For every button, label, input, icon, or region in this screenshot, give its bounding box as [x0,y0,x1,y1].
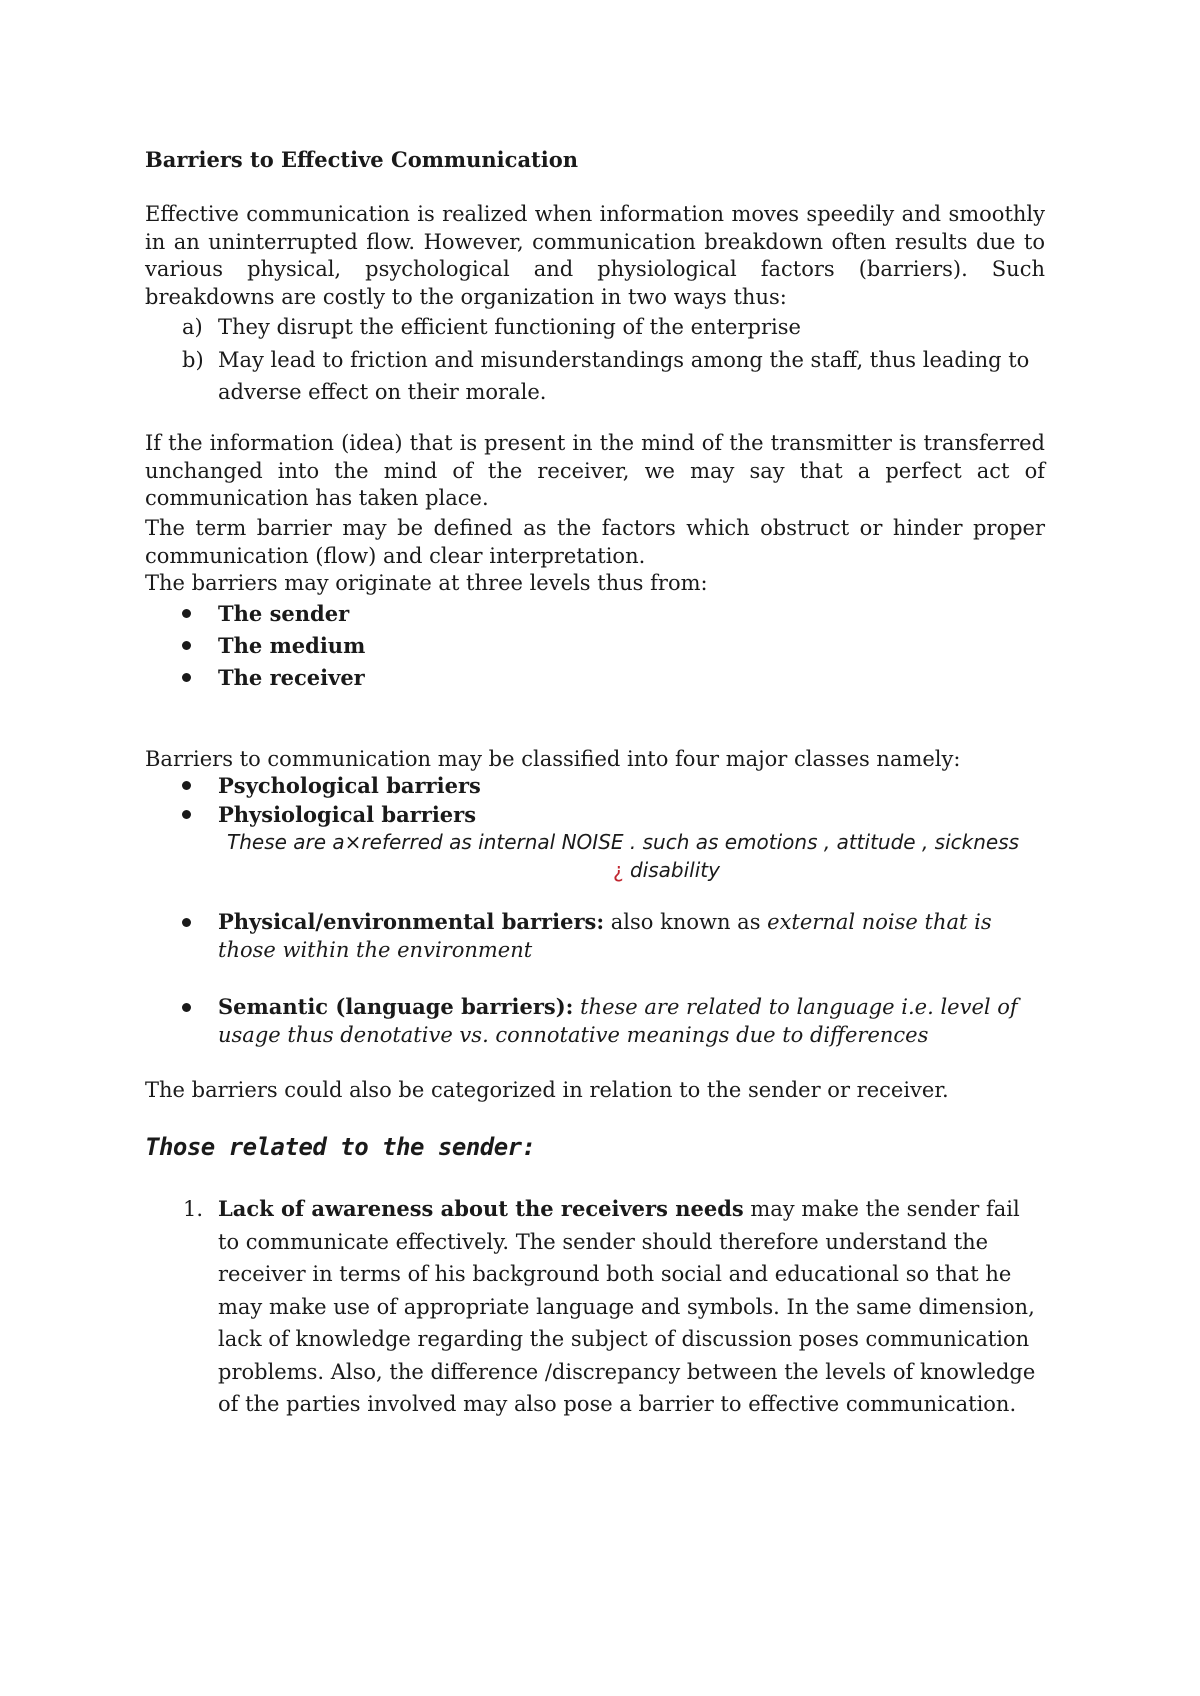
cost-item-a-marker: a) [182,315,203,339]
class-label: Physical/environmental barriers: [218,909,605,934]
sender-item-1-text [218,1193,1045,1421]
internal-noise-note-line2 [613,856,720,884]
bullet-icon [182,1003,191,1012]
cost-item-b-text: May lead to friction and misunderstandings among the staff, thus leading to adverse effect on their morale. [218,348,1030,404]
barrier-definition-paragraph: The term barrier may be defined as the factors which obstruct or hinder proper communication (flow) and clear interpretation. [145,516,1045,568]
sender-item-1-marker: 1. [183,1197,204,1221]
document-title: Barriers to Effective Communication [145,147,579,172]
level-label: The medium [218,633,366,658]
bullet-icon [182,673,191,682]
level-label: The sender [218,601,350,626]
class-physical-italic: external noise that is those within the environment [218,910,992,962]
cost-item-a-text: They disrupt the efficient functioning of the enterprise [218,315,801,339]
levels-intro: The barriers may originate at three levels thus from: [145,571,708,595]
sender-item-1-bold: Lack of awareness about the receivers needs [218,1196,744,1221]
class-physical-text [218,908,1045,964]
internal-noise-note-tail: disability [623,858,720,882]
class-label: Psychological barriers [218,773,481,798]
sender-item-1-body: may make the sender fail to communicate effectively. The sender should therefore understand the receiver in terms of his background both social and educational so that he may make use of appropriate language and symbols. In the same dimension, lack of knowledge regarding the subject of discussion poses communication problems. Also, the difference /discrepancy between the levels of knowledge of the parties involved may also pose a barrier to effective communication. [218,1197,1036,1416]
class-label: Semantic (language barriers): [218,994,574,1019]
bullet-icon [182,918,191,927]
intro-paragraph: Effective communication is realized when information moves speedily and smoothly in an uninterrupted flow. However, communication breakdown often results due to various physical, psychological and physiological factors (barriers). Such breakdowns are costly to the organization in two ways thus: [145,202,1045,309]
bullet-icon [182,810,191,819]
glyph-mark: ¿ [613,858,624,882]
class-semantic-text [218,993,1045,1049]
perfect-act-paragraph: If the information (idea) that is present in the mind of the transmitter is transferred unchanged into the mind of the receiver, we may say that a perfect act of communication has taken place. [145,431,1045,510]
internal-noise-note-line1: These are a×referred as internal NOISE . such as emotions , attitude , sickness [227,830,1020,854]
cost-item-b-marker: b) [182,348,204,372]
classes-intro: Barriers to communication may be classified into four major classes namely: [145,747,961,771]
class-semantic-italic: these are related to language i.e. level of usage thus denotative vs. connotative meanings due to differences [218,995,1018,1047]
class-physical-plain: also known as [604,910,768,934]
bullet-icon [182,781,191,790]
level-label: The receiver [218,665,365,690]
bullet-icon [182,641,191,650]
sender-heading: Those related to the sender: [145,1133,536,1161]
bullet-icon [182,609,191,618]
categorized-paragraph: The barriers could also be categorized in relation to the sender or receiver. [145,1078,949,1102]
class-label: Physiological barriers [218,802,477,827]
